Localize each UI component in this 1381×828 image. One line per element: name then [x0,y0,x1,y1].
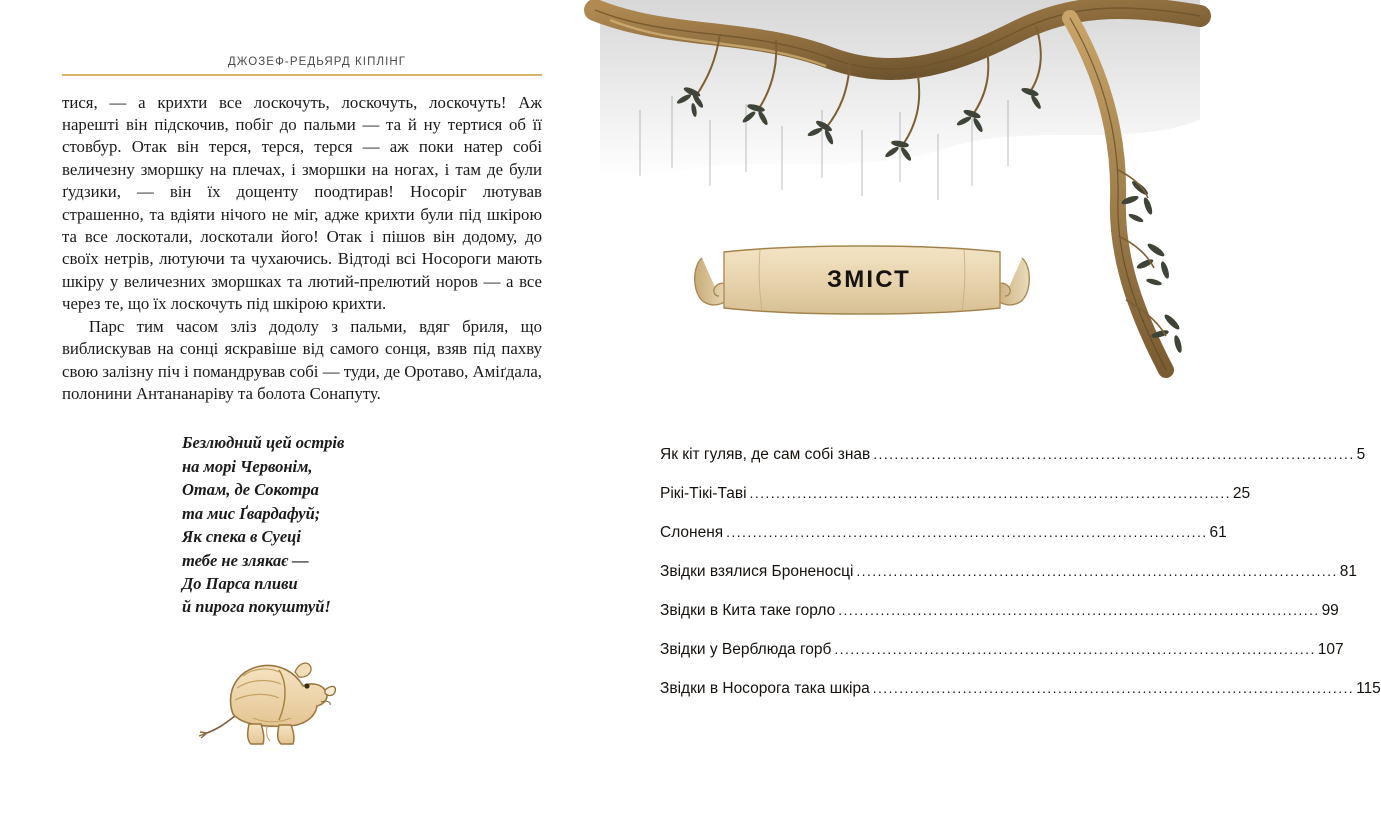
poem-line-2: на морі Червонім, [182,456,313,476]
table-of-contents [660,435,1381,708]
poem-line-5: Як спека в Суеці [182,527,301,547]
toc-entry-page: 81 [1339,562,1357,580]
toc-entry-page: 99 [1321,601,1339,619]
toc-row[interactable] [660,513,1227,552]
rhino-illustration [175,630,365,750]
toc-row[interactable] [660,591,1339,630]
toc-entry-page: 25 [1232,484,1251,502]
toc-row[interactable] [660,669,1381,708]
toc-leader-dots: ........................................................................................... [873,445,1355,462]
toc-entry-page: 107 [1317,640,1344,658]
poem-line-7: До Парса пливи [182,573,298,593]
contents-scroll-banner [688,232,1036,328]
toc-entry-title: Звідки в Носорога така шкіра [660,679,870,697]
header-rule [62,74,542,76]
toc-row[interactable] [660,630,1344,669]
tree-branch-illustration [600,0,1200,430]
paragraph-2: Парс тим часом зліз додолу з пальми, вдяг бриля, що виблискував на сонці яскравіше від самого сонця, взяв під пахву свою залізну піч і помандрував собі — туди, де Оротаво, Аміґдала, полонини Антананаріву та болота Сонапуту. [62,316,542,403]
left-page [0,0,600,828]
toc-leader-dots: ........................................................................................... [834,640,1316,657]
running-head: ДЖОЗЕФ-РЕДЬЯРД КІПЛІНГ [227,56,407,68]
toc-row[interactable] [660,474,1251,513]
poem-line-3: Отам, де Сокотра [182,480,319,500]
poem-line-6: тебе не злякає — [182,550,309,570]
toc-leader-dots: ........................................................................................... [726,523,1208,540]
toc-leader-dots: ........................................................................................... [856,562,1338,579]
toc-leader-dots: ........................................................................................... [749,484,1231,501]
toc-row[interactable] [660,552,1357,591]
toc-entry-page: 61 [1209,523,1227,541]
contents-title: ЗМІСТ [826,266,912,293]
toc-entry-title: Звідки в Кита таке горло [660,601,836,619]
toc-entry-title: Звідки у Верблюда горб [660,640,832,658]
toc-leader-dots: ........................................................................................... [872,679,1355,696]
poem [182,431,542,618]
toc-entry-page: 115 [1356,679,1381,697]
toc-entry-title: Як кіт гуляв, де сам собі знав [660,445,871,463]
poem-line-8: й пирога покуштуй! [182,597,331,617]
poem-line-4: та мис Ґвардафуй; [182,503,321,523]
toc-leader-dots: ........................................................................................... [838,601,1320,618]
toc-entry-title: Звідки взялися Броненосці [660,562,854,580]
body-text [62,92,542,406]
toc-row[interactable] [660,435,1366,474]
poem-line-1: Безлюдний цей острів [182,433,345,453]
right-page [600,0,1381,828]
toc-entry-title: Рікі-Тікі-Таві [660,484,747,502]
toc-entry-page: 5 [1356,445,1366,463]
toc-entry-title: Слоненя [660,523,724,541]
paragraph-1: тися, — а крихти все лоскочуть, лоскочуть, лоскочуть! Аж нарешті він підскочив, побіг до пальми — та й ну тертися об її стовбур. Отак він терся, терся, терся — аж поки натер собі величезну зморшку на плечах, і зморшки на ногах, і там де були ґудзики, — він їх дощенту поодтирав! Носоріг лютував страшенно, та вдіяти нічого не міг, адже крихти були під шкірою та все лоскотали, лоскотали його! Отак і пішов він додому, до своїх нетрів, лютуючи та чухаючись. Відтоді всі Носороги мають шкіру у величезних зморшках та лютий-прелютий норов — а все через те, що їх лоскочуть під шкірою крихти. [62,92,542,314]
